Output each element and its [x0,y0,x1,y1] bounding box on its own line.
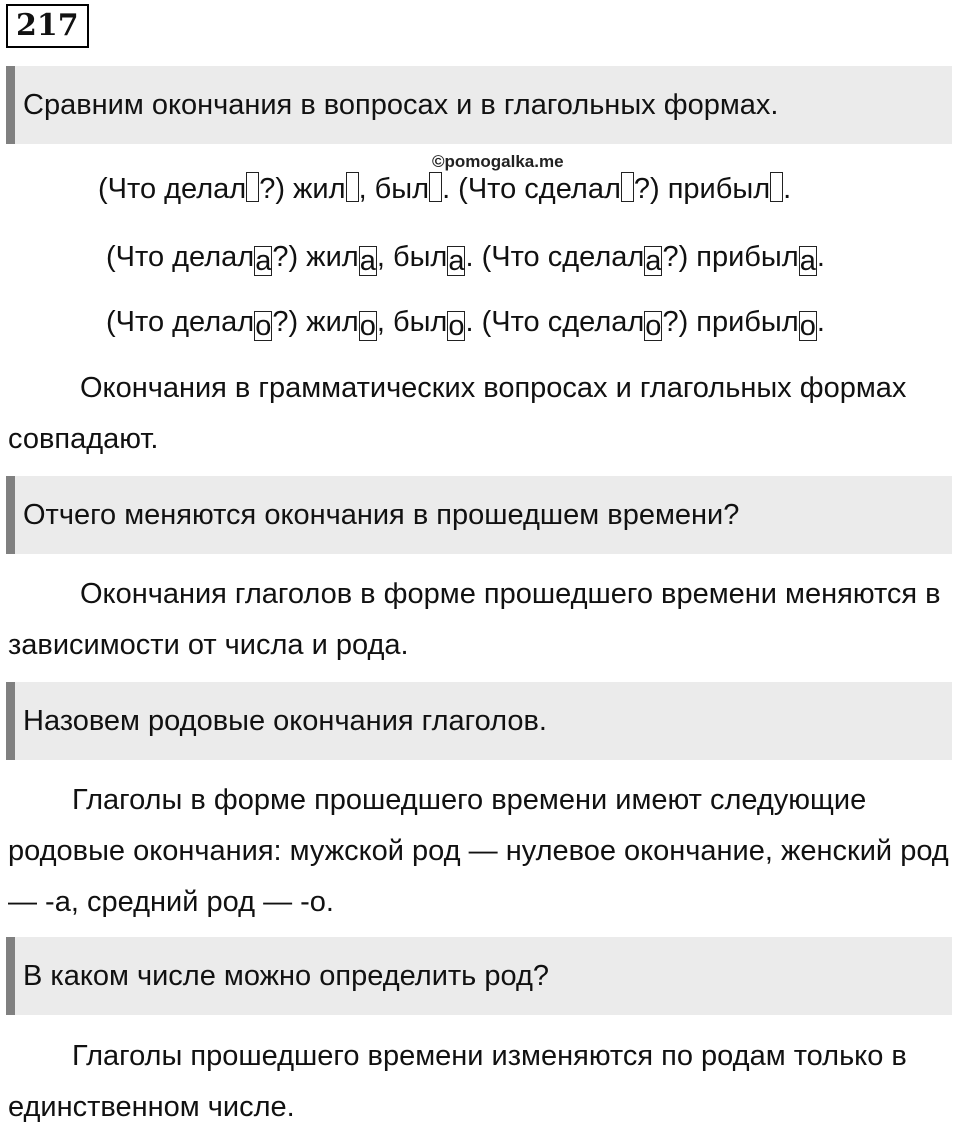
ending-box: а [359,245,376,277]
example-text: (Что делал [106,306,255,338]
ending-box: а [799,245,816,277]
example-text: . [816,241,825,273]
zero-ending-box [429,172,442,202]
answer-paragraph-1: Окончания в грамматических вопросах и глагольных формах совпадают. [8,372,907,455]
example-text: ?) прибыл [633,173,771,205]
example-line-feminine [106,237,825,277]
ending-box: а [448,245,465,277]
example-text: ?) прибыл [662,241,799,273]
ending-box: о [255,310,272,342]
zero-ending-box [346,172,359,202]
example-text: . (Что сделал [465,241,645,273]
ending-box: а [255,245,272,277]
question-block-1 [6,66,952,144]
example-text: (Что делал [106,241,255,273]
question-text-3: Назовем родовые окончания глаголов. [23,704,547,737]
ending-box: о [359,310,376,342]
question-block-4 [6,937,952,1015]
watermark: ©pomogalka.me [432,152,564,171]
ending-box: а [645,245,662,277]
example-text: . [816,306,825,338]
example-line-neuter [106,302,825,342]
example-text: ?) прибыл [662,306,799,338]
example-text: , был [358,173,430,205]
example-text: . (Что сделал [465,306,645,338]
example-line-masculine [98,169,791,209]
zero-ending-box [246,172,259,202]
example-text: . (Что сделал [442,173,621,205]
question-text-2: Отчего меняются окончания в прошедшем времени? [23,498,740,531]
example-text: ?) жил [272,241,359,273]
question-text-1: Сравним окончания в вопросах и в глагольных формах. [23,88,779,121]
zero-ending-box [770,172,783,202]
answer-paragraph-2: Окончания глаголов в форме прошедшего времени меняются в зависимости от числа и рода. [8,578,941,661]
ending-box: о [799,310,816,342]
task-number: 217 [6,4,89,48]
example-text: (Что делал [98,173,247,205]
example-text: ?) жил [259,173,346,205]
ending-box: о [448,310,465,342]
example-text: , был [376,241,448,273]
example-text: . [783,173,792,205]
example-text: ?) жил [272,306,359,338]
question-block-2 [6,476,952,554]
answer-paragraph-3: Глаголы в форме прошедшего времени имеют следующие родовые окончания: мужской род — нулевое окончание, женский род — -а, средний род — -о. [8,784,949,918]
question-block-3 [6,682,952,760]
zero-ending-box [621,172,634,202]
answer-paragraph-4: Глаголы прошедшего времени изменяются по родам только в единственном числе. [8,1040,907,1123]
ending-box: о [645,310,662,342]
example-text: , был [376,306,448,338]
question-text-4: В каком числе можно определить род? [23,959,550,992]
